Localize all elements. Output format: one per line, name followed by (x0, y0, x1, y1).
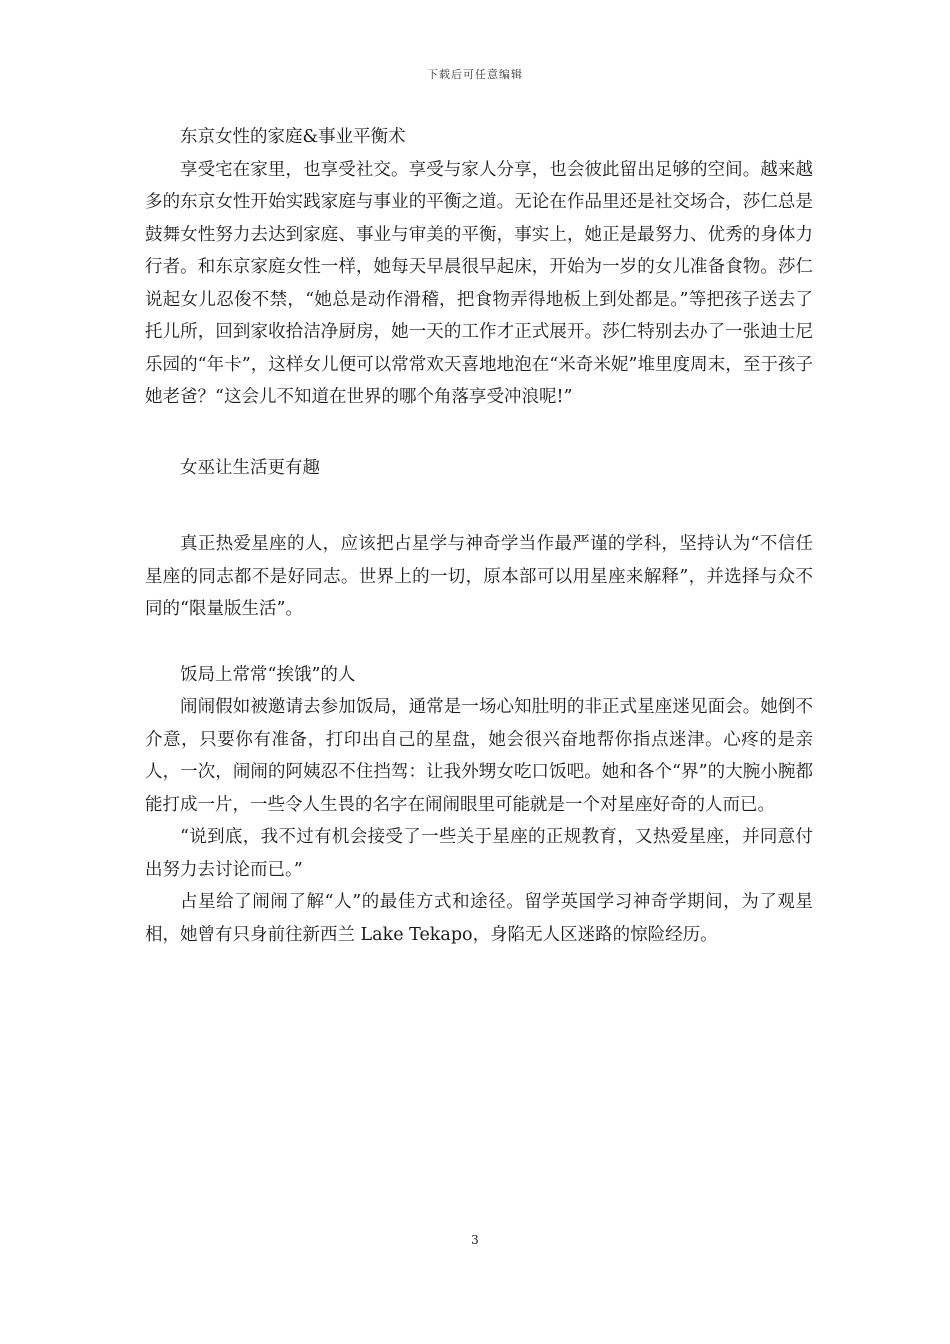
paragraph: 享受宅在家里，也享受社交。享受与家人分享，也会彼此留出足够的空间。越来越多的东京女性开始实践家庭与事业的平衡之道。无论在作品里还是社交场合，莎仁总是鼓舞女性努力去达到家庭、事业与审美的平衡，事实上，她正是最努力、优秀的身体力行者。和东京家庭女性一样，她每天早晨很早起床，开始为一岁的女儿准备食物。莎仁说起女儿忍俊不禁，“她总是动作滑稽，把食物弄得地板上到处都是。”等把孩子送去了托儿所，回到家收拾洁净厨房，她一天的工作才正式展开。莎仁特别去办了一张迪士尼乐园的“年卡”，这样女儿便可以常常欢天喜地地泡在“米奇米妮”堆里度周末，至于孩子她老爸？“这会儿不知道在世界的哪个角落享受冲浪呢!” (145, 159, 813, 407)
page-header: 下载后可任意编辑 (427, 68, 523, 81)
document-body (145, 121, 813, 951)
paragraph: 闹闹假如被邀请去参加饭局，通常是一场心知肚明的非正式星座迷见面会。她倒不介意，只要你有准备，打印出自己的星盘，她会很兴奋地帮你指点迷津。心疼的是亲人，一次，闹闹的阿姨忍不住挡驾：让我外甥女吃口饭吧。她和各个“界”的大腕小腕都能打成一片，一些令人生畏的名字在闹闹眼里可能就是一个对星座好奇的人而已。 (145, 697, 813, 815)
section-spacer (145, 484, 813, 528)
section-spacer (145, 414, 813, 452)
paragraph: 真正热爱星座的人，应该把占星学与神奇学当作最严谨的学科，坚持认为“不信任星座的同志都不是好同志。世界上的一切，原本部可以用星座来解释”，并选择与众不同的“限量版生活”。 (145, 534, 813, 619)
page-number: 3 (471, 1233, 479, 1247)
section-spacer (145, 626, 813, 659)
paragraph: “说到底，我不过有机会接受了一些关于星座的正规教育，又热爱星座，并同意付出努力去讨论而已。” (145, 827, 813, 880)
section-heading: 饭局上常常“挨饿”的人 (180, 664, 356, 685)
section-heading: 东京女性的家庭&事业平衡术 (180, 127, 406, 147)
paragraph: 占星给了闹闹了解“人”的最佳方式和途径。留学英国学习神奇学期间，为了观星相，她曾有只身前往新西兰 Lake Tekapo，身陷无人区迷路的惊险经历。 (145, 892, 813, 945)
section-heading: 女巫让生活更有趣 (180, 457, 320, 478)
